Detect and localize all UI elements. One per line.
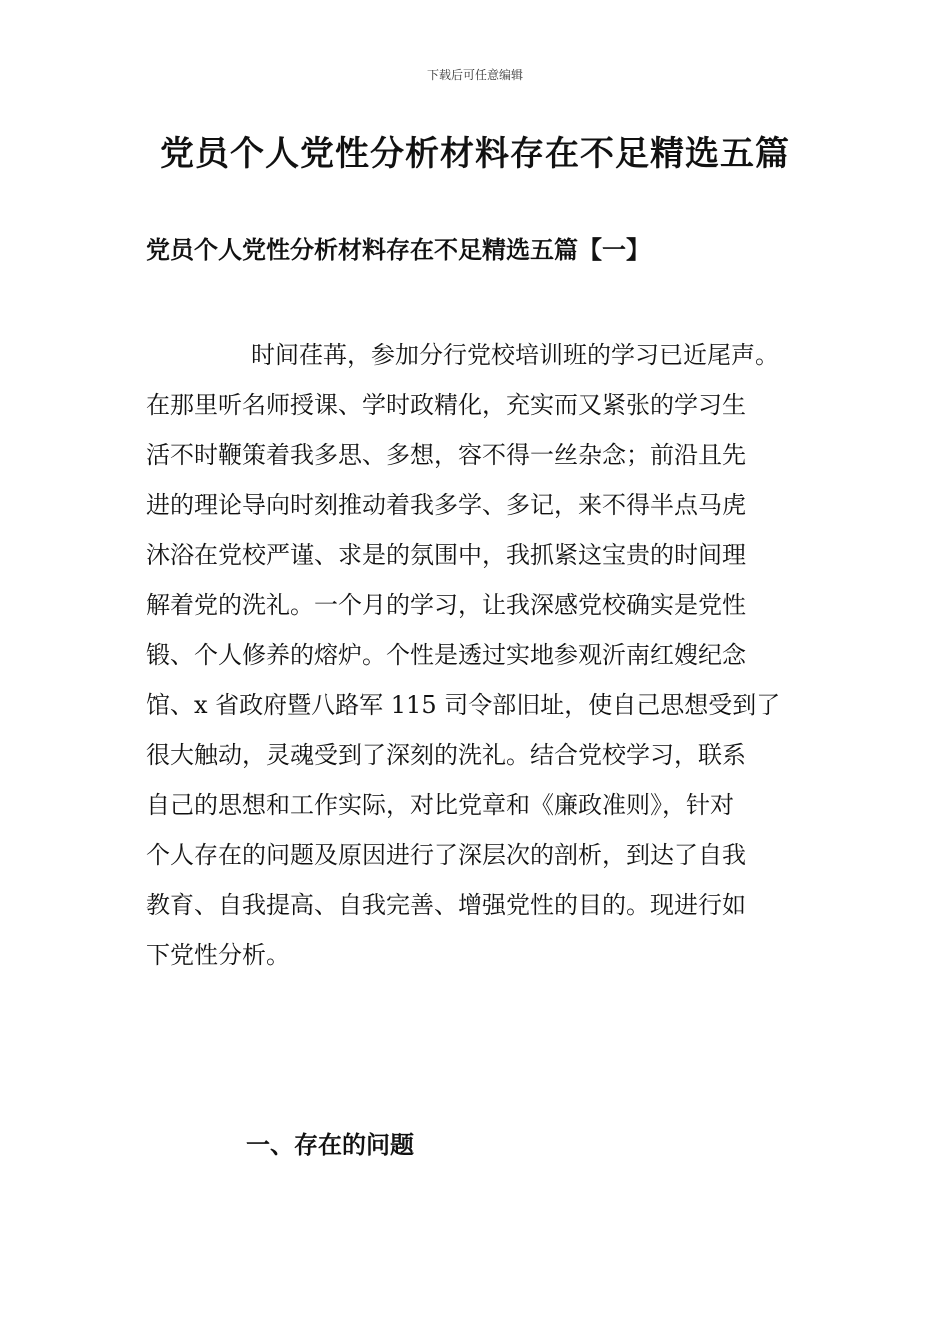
body-line: 沐浴在党校严谨、求是的氛围中，我抓紧这宝贵的时间理 xyxy=(146,541,746,569)
body-line: 自己的思想和工作实际，对比党章和《廉政准则》，针对 xyxy=(146,791,734,819)
body-line: 进的理论导向时刻推动着我多学、多记，来不得半点马虎 xyxy=(146,491,746,519)
body-line: 活不时鞭策着我多思、多想，容不得一丝杂念；前沿且先 xyxy=(146,441,746,469)
body-line: 个人存在的问题及原因进行了深层次的剖析，到达了自我 xyxy=(146,841,746,869)
body-line: 解着党的洗礼。一个月的学习，让我深感党校确实是党性 xyxy=(146,591,746,619)
body-line: 教育、自我提高、自我完善、增强党性的目的。现进行如 xyxy=(146,891,746,919)
body-line: 下党性分析。 xyxy=(146,941,290,969)
body-line: 时间荏苒，参加分行党校培训班的学习已近尾声。 xyxy=(251,341,779,369)
section-heading: 党员个人党性分析材料存在不足精选五篇【一】 xyxy=(146,235,650,264)
subheading-problems: 一、存在的问题 xyxy=(246,1130,414,1159)
header-note: 下载后可任意编辑 xyxy=(426,68,523,82)
body-line: 在那里听名师授课、学时政精化，充实而又紧张的学习生 xyxy=(146,391,746,419)
body-line: 馆、x 省政府暨八路军 115 司令部旧址，使自己思想受到了 xyxy=(146,691,781,719)
body-line: 很大触动，灵魂受到了深刻的洗礼。结合党校学习，联系 xyxy=(146,741,746,769)
body-paragraph xyxy=(146,330,846,980)
body-line: 锻、个人修养的熔炉。个性是透过实地参观沂南红嫂纪念 xyxy=(146,641,746,669)
document-title: 党员个人党性分析材料存在不足精选五篇 xyxy=(160,134,790,174)
